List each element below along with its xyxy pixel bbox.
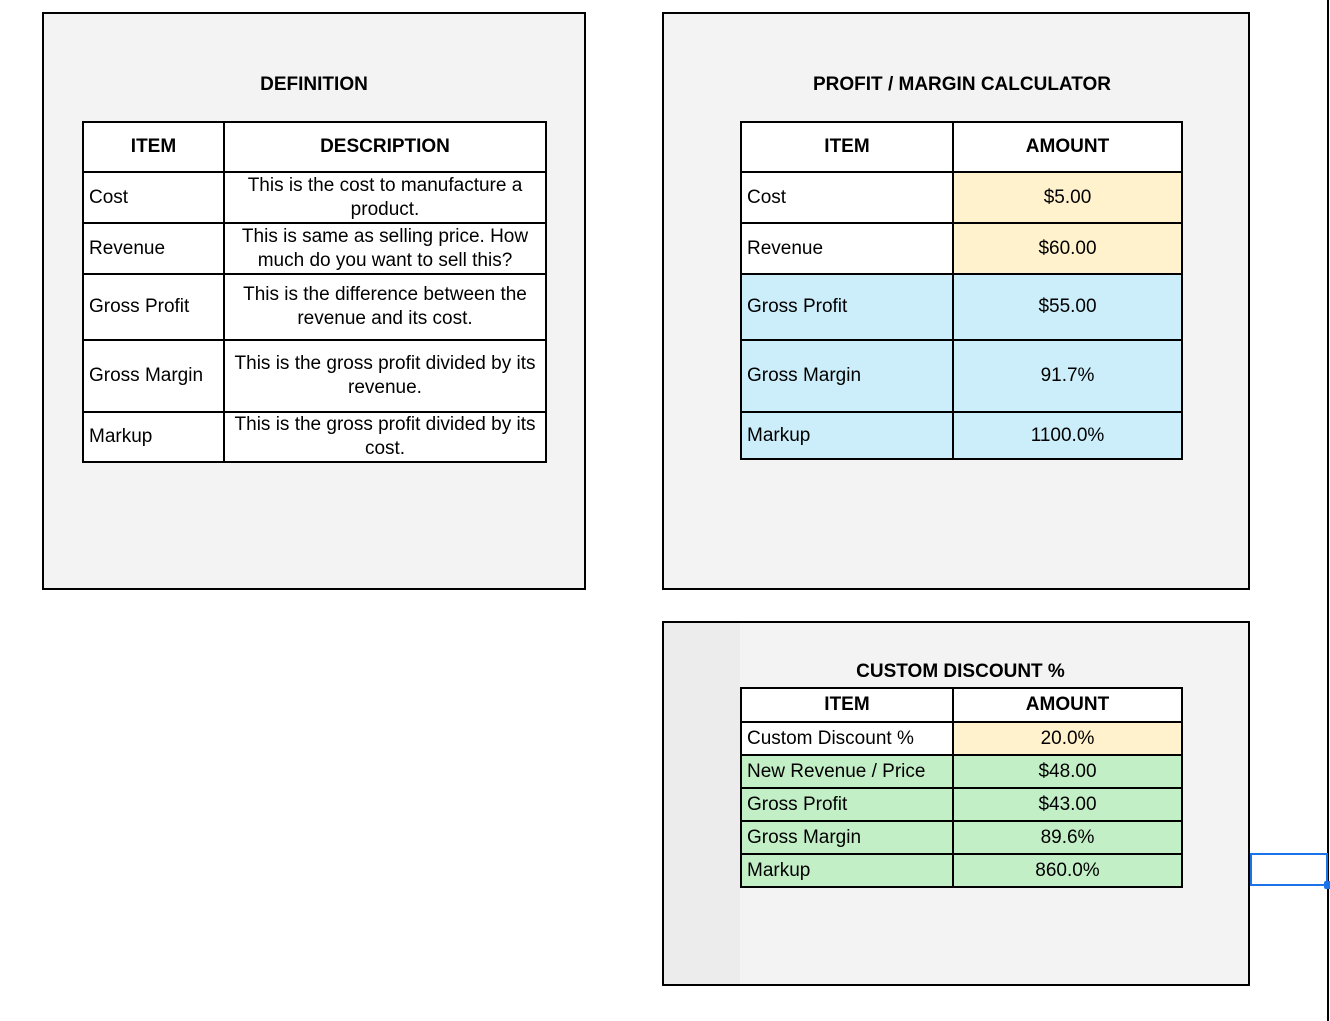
custom-discount-input-cell[interactable]: 20.0% <box>953 722 1182 755</box>
definition-header-row <box>83 122 546 172</box>
table-row <box>741 172 1182 223</box>
discount-item-cell[interactable]: Markup <box>741 854 953 887</box>
discount-panel <box>662 621 1250 986</box>
discount-item-cell[interactable]: Custom Discount % <box>741 722 953 755</box>
fill-handle[interactable] <box>1324 881 1330 889</box>
table-row <box>741 412 1182 459</box>
definition-item-cell[interactable]: Revenue <box>83 223 224 274</box>
calculator-panel <box>662 12 1250 590</box>
definition-description-cell[interactable]: This is the difference between the revenue and its cost. <box>224 274 546 340</box>
table-row <box>83 223 546 274</box>
definition-item-cell[interactable]: Gross Margin <box>83 340 224 412</box>
calculator-header-item[interactable]: ITEM <box>741 122 953 172</box>
cost-input-cell[interactable]: $5.00 <box>953 172 1182 223</box>
discount-header-item[interactable]: ITEM <box>741 688 953 722</box>
discount-gross-margin-value-cell[interactable]: 89.6% <box>953 821 1182 854</box>
discount-gross-profit-value-cell[interactable]: $43.00 <box>953 788 1182 821</box>
calculator-title: PROFIT / MARGIN CALCULATOR <box>813 74 1111 95</box>
definition-table <box>82 121 547 463</box>
discount-markup-value-cell[interactable]: 860.0% <box>953 854 1182 887</box>
table-row <box>741 821 1182 854</box>
calculator-item-cell[interactable]: Gross Margin <box>741 340 953 412</box>
calculator-table <box>740 121 1183 460</box>
calculator-header-row <box>741 122 1182 172</box>
discount-item-cell[interactable]: New Revenue / Price <box>741 755 953 788</box>
new-revenue-value-cell[interactable]: $48.00 <box>953 755 1182 788</box>
discount-panel-shade <box>664 623 740 984</box>
revenue-input-cell[interactable]: $60.00 <box>953 223 1182 274</box>
definition-item-cell[interactable]: Markup <box>83 412 224 462</box>
discount-header-amount[interactable]: AMOUNT <box>953 688 1182 722</box>
discount-item-cell[interactable]: Gross Profit <box>741 788 953 821</box>
table-row <box>83 274 546 340</box>
table-row <box>741 788 1182 821</box>
table-row <box>741 755 1182 788</box>
discount-item-cell[interactable]: Gross Margin <box>741 821 953 854</box>
gross-profit-value-cell[interactable]: $55.00 <box>953 274 1182 340</box>
markup-value-cell[interactable]: 1100.0% <box>953 412 1182 459</box>
calculator-item-cell[interactable]: Gross Profit <box>741 274 953 340</box>
definition-description-cell[interactable]: This is same as selling price. How much do you want to sell this? <box>224 223 546 274</box>
active-cell-selection[interactable] <box>1250 853 1328 886</box>
gross-margin-value-cell[interactable]: 91.7% <box>953 340 1182 412</box>
discount-title: CUSTOM DISCOUNT % <box>856 661 1065 682</box>
definition-item-cell[interactable]: Gross Profit <box>83 274 224 340</box>
definition-panel <box>42 12 586 590</box>
table-row <box>741 274 1182 340</box>
definition-title: DEFINITION <box>260 74 368 95</box>
calculator-item-cell[interactable]: Markup <box>741 412 953 459</box>
definition-header-item[interactable]: ITEM <box>83 122 224 172</box>
table-row <box>83 172 546 223</box>
calculator-header-amount[interactable]: AMOUNT <box>953 122 1182 172</box>
definition-header-description[interactable]: DESCRIPTION <box>224 122 546 172</box>
discount-header-row <box>741 688 1182 722</box>
table-row <box>741 340 1182 412</box>
definition-description-cell[interactable]: This is the cost to manufacture a product. <box>224 172 546 223</box>
table-row <box>741 223 1182 274</box>
table-row <box>741 722 1182 755</box>
table-row <box>83 340 546 412</box>
table-row <box>741 854 1182 887</box>
definition-description-cell[interactable]: This is the gross profit divided by its cost. <box>224 412 546 462</box>
definition-item-cell[interactable]: Cost <box>83 172 224 223</box>
calculator-item-cell[interactable]: Cost <box>741 172 953 223</box>
table-row <box>83 412 546 462</box>
definition-description-cell[interactable]: This is the gross profit divided by its revenue. <box>224 340 546 412</box>
discount-table <box>740 687 1183 888</box>
calculator-item-cell[interactable]: Revenue <box>741 223 953 274</box>
